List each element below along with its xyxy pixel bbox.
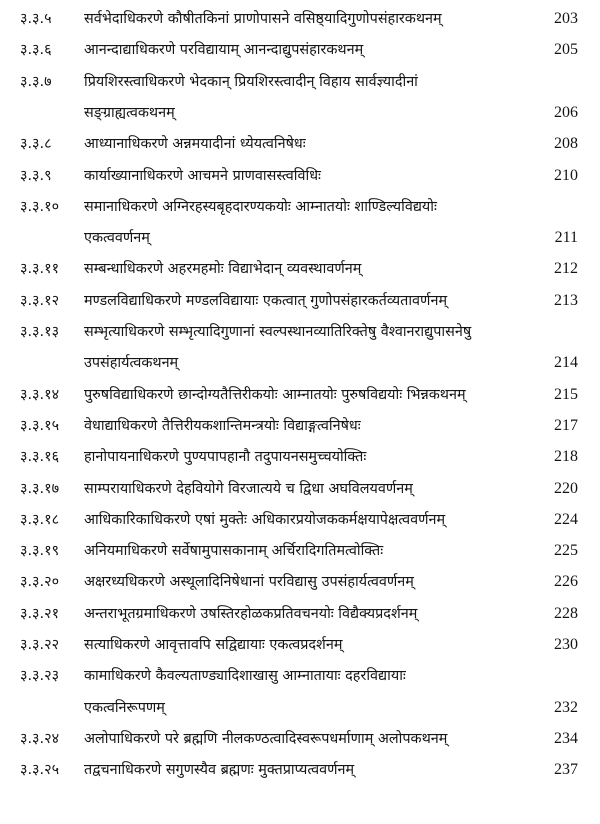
page-number: 208 bbox=[554, 135, 578, 153]
toc-line bbox=[0, 100, 600, 126]
toc-line bbox=[0, 444, 600, 470]
section-title: एकत्वनिरूपणम् bbox=[84, 699, 165, 716]
page-number: 206 bbox=[554, 103, 578, 121]
toc-line bbox=[0, 225, 600, 251]
page-number: 225 bbox=[554, 542, 578, 560]
section-title: आध्यानाधिकरणे अन्नमयादीनां ध्येयत्वनिषेधः bbox=[84, 136, 306, 153]
toc-line bbox=[0, 163, 600, 189]
section-number: ३.३.१४ bbox=[20, 386, 60, 403]
section-title: सम्बन्धाधिकरणे अहरमहमोः विद्याभेदान् व्यवस्थावर्णनम् bbox=[84, 261, 362, 278]
toc-line bbox=[0, 413, 600, 439]
toc-line bbox=[0, 288, 600, 314]
section-title: प्रियशिरस्त्वाधिकरणे भेदकान् प्रियशिरस्त्वादीन् विहाय सार्वज्ञ्यादीनां bbox=[84, 73, 418, 90]
page-number: 220 bbox=[554, 479, 578, 497]
section-title: पुरुषविद्याधिकरणे छान्दोग्यतैत्तिरीकयोः आम्नातयोः पुरुषविद्ययोः भिन्नकथनम् bbox=[84, 386, 466, 403]
section-title: आनन्दाद्याधिकरणे परविद्यायाम् आनन्दाद्युपसंहारकथनम् bbox=[84, 42, 364, 59]
section-title: मण्डलविद्याधिकरणे मण्डलविद्यायाः एकत्वात् गुणोपसंहारकर्तव्यतावर्णनम् bbox=[84, 292, 448, 309]
toc-line bbox=[0, 382, 600, 408]
section-number: ३.३.६ bbox=[20, 42, 52, 59]
section-number: ३.३.१७ bbox=[20, 480, 60, 497]
section-number: ३.३.५ bbox=[20, 11, 52, 27]
section-title: उपसंहार्यत्वकथनम् bbox=[84, 355, 179, 372]
section-title: सङ्ग्राह्यत्वकथनम् bbox=[84, 104, 175, 121]
section-title: अन्तराभूतग्रमाधिकरणे उषस्तिरहोळकप्रतिवचनयोः विद्यैक्यप्रदर्शनम् bbox=[84, 605, 418, 622]
page-number: 210 bbox=[554, 166, 578, 184]
toc-line bbox=[0, 726, 600, 752]
section-number: ३.३.१६ bbox=[20, 449, 60, 466]
page-number: 226 bbox=[554, 573, 578, 591]
section-title: सर्वभेदाधिकरणे कौषीतकिनां प्राणोपासने वसिष्ठ्यादिगुणोपसंहारकथनम् bbox=[84, 11, 442, 27]
section-title: साम्परायाधिकरणे देहवियोगे विरजात्यये च द्विधा अघविलयवर्णनम् bbox=[84, 480, 413, 497]
section-number: ३.३.१९ bbox=[20, 543, 60, 560]
section-number: ३.३.१२ bbox=[20, 292, 60, 309]
page-number: 214 bbox=[554, 354, 578, 372]
toc-line bbox=[0, 663, 600, 689]
section-title: समानाधिकरणे अग्निरहस्यबृहदारण्यकयोः आम्नातयोः शाण्डिल्यविद्ययोः bbox=[84, 198, 437, 215]
section-title: हानोपायनाधिकरणे पुण्यपापहानौ तदुपायनसमुच्चयोक्तिः bbox=[84, 449, 367, 466]
toc-line bbox=[0, 131, 600, 157]
page-number: 218 bbox=[554, 448, 578, 466]
toc-line bbox=[0, 757, 600, 783]
section-number: ३.३.१० bbox=[20, 198, 60, 215]
toc-line bbox=[0, 695, 600, 721]
page-number: 232 bbox=[554, 698, 578, 716]
section-title: वेधाद्याधिकरणे तैत्तिरीयकशान्तिमन्त्रयोः विद्याङ्गत्वनिषेधः bbox=[84, 417, 361, 434]
section-number: ३.३.१३ bbox=[20, 324, 60, 340]
toc-line bbox=[0, 6, 600, 32]
page-number: 217 bbox=[554, 416, 578, 434]
section-number: ३.३.१५ bbox=[20, 417, 60, 434]
section-number: ३.३.२० bbox=[20, 574, 60, 591]
section-number: ३.३.२२ bbox=[20, 637, 60, 653]
page-number: 234 bbox=[554, 729, 578, 747]
page-number: 215 bbox=[554, 385, 578, 403]
page-number: 213 bbox=[554, 291, 578, 309]
section-title: अक्षरध्यधिकरणे अस्थूलादिनिषेधानां परविद्यासु उपसंहार्यत्ववर्णनम् bbox=[84, 574, 414, 591]
section-number: ३.३.२५ bbox=[20, 762, 60, 779]
toc-line bbox=[0, 569, 600, 595]
page-number: 237 bbox=[554, 761, 578, 779]
page-number: 205 bbox=[554, 41, 578, 59]
page-number: 203 bbox=[554, 10, 578, 27]
section-number: ३.३.१८ bbox=[20, 511, 60, 528]
toc-line bbox=[0, 194, 600, 220]
toc-line bbox=[0, 319, 600, 345]
toc-line bbox=[0, 69, 600, 95]
section-title: तद्वचनाधिकरणे सगुणस्यैव ब्रह्मणः मुक्तप्राप्यत्ववर्णनम् bbox=[84, 762, 355, 779]
section-title: सम्भृत्याधिकरणे सम्भृत्यादिगुणानां स्वल्पस्थानव्यातिरिक्तेषु वैश्वानराद्युपासनेषु bbox=[84, 324, 472, 340]
section-title: कामाधिकरणे कैवल्यताण्ड्यादिशाखासु आम्नातायाः दहरविद्यायाः bbox=[84, 668, 406, 685]
section-number: ३.३.७ bbox=[20, 73, 52, 90]
toc-line bbox=[0, 538, 600, 564]
section-number: ३.३.९ bbox=[20, 167, 52, 184]
section-number: ३.३.८ bbox=[20, 136, 52, 153]
section-title: आधिकारिकाधिकरणे एषां मुक्तेः अधिकारप्रयोजककर्मक्षयापेक्षत्ववर्णनम् bbox=[84, 511, 446, 528]
toc-line bbox=[0, 476, 600, 502]
toc-line bbox=[0, 37, 600, 63]
section-number: ३.३.२३ bbox=[20, 668, 60, 685]
page-number: 224 bbox=[554, 510, 578, 528]
section-title: अलोपाधिकरणे परे ब्रह्मणि नीलकण्ठत्वादिस्वरूपधर्माणाम् अलोपकथनम् bbox=[84, 730, 448, 747]
page-number: 228 bbox=[554, 604, 578, 622]
page-number: 211 bbox=[554, 229, 578, 247]
page-number: 212 bbox=[554, 260, 578, 278]
section-title: कार्याख्यानाधिकरणे आचमने प्राणवासस्त्वविधिः bbox=[84, 167, 321, 184]
toc-line bbox=[0, 632, 600, 658]
section-number: ३.३.२४ bbox=[20, 730, 60, 747]
section-title: अनियमाधिकरणे सर्वेषामुपासकानाम् अर्चिरादिगतिमत्वोक्तिः bbox=[84, 543, 384, 560]
section-number: ३.३.११ bbox=[20, 261, 60, 278]
section-title: एकत्ववर्णनम् bbox=[84, 230, 150, 247]
section-title: सत्याधिकरणे आवृत्तावपि सद्विद्यायाः एकत्वप्रदर्शनम् bbox=[84, 637, 343, 653]
section-number: ३.३.२१ bbox=[20, 605, 60, 622]
toc-line bbox=[0, 350, 600, 376]
toc-line bbox=[0, 507, 600, 533]
toc-line bbox=[0, 601, 600, 627]
toc-line bbox=[0, 256, 600, 282]
page-number: 230 bbox=[554, 636, 578, 653]
